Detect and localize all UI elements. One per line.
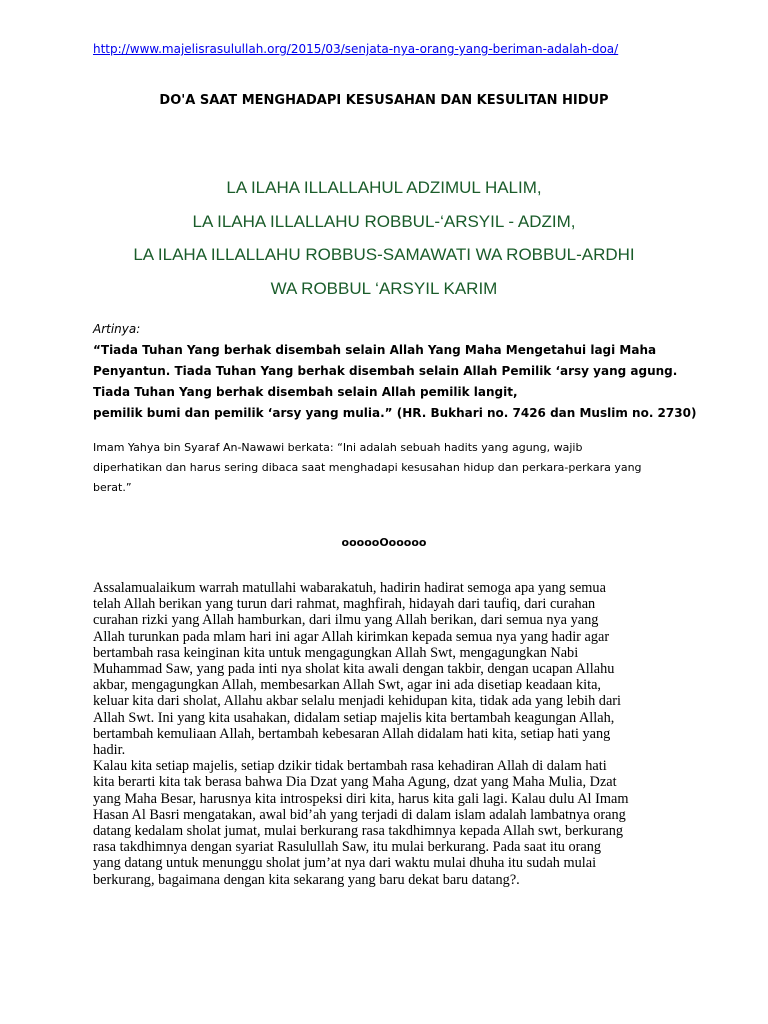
body-line: Hasan Al Basri mengatakan, awal bid’ah yang terjadi di dalam islam adalah lambatnya orang: [93, 806, 626, 823]
artinya-label: Artinya:: [93, 322, 141, 336]
meaning-text: [93, 340, 696, 424]
meaning-line: pemilik bumi dan pemilik ‘arsy yang mulia.” (HR. Bukhari no. 7426 dan Muslim no. 2730): [93, 406, 697, 420]
body-line: Allah turunkan pada mlam hari ini agar Allah kirimkan kepada semua nya yang hadir agar: [93, 628, 610, 645]
body-line: akbar, mengagungkan Allah, membesarkan Allah Swt, agar ini ada disetiap keadaan kita,: [93, 677, 601, 694]
body-line: yang Maha Besar, harusnya kita introspeksi diri kita, harus kita gali lagi. Kalau dulu Al Imam: [93, 790, 629, 807]
source-url-link[interactable]: http://www.majelisrasulullah.org/2015/03/senjata-nya-orang-yang-beriman-adalah-doa/: [93, 42, 619, 56]
imam-line: Imam Yahya bin Syaraf An-Nawawi berkata: “Ini adalah sebuah hadits yang agung, wajib: [93, 441, 583, 454]
arabic-line: WA ROBBUL ‘ARSYIL KARIM: [270, 278, 498, 298]
arabic-line: LA ILAHA ILLALLAHU ROBBUS-SAMAWATI WA ROBBUL-ARDHI: [133, 245, 635, 264]
body-line: Allah Swt. Ini yang kita usahakan, didalam setiap majelis kita bertambah keagungan Allah,: [93, 709, 615, 726]
body-line: berkurang, bagaimana dengan kita sekarang yang baru dekat baru datang?.: [93, 871, 520, 888]
imam-line: berat.”: [93, 481, 132, 494]
body-line: datang kedalam sholat jumat, mulai berkurang rasa takdhimnya kepada Allah swt, berkurang: [93, 823, 624, 840]
arabic-line: LA ILAHA ILLALLAHUL ADZIMUL HALIM,: [226, 178, 542, 197]
imam-quote: [93, 438, 683, 498]
body-line: kita berarti kita tak berasa bahwa Dia Dzat yang Maha Agung, dzat yang Maha Mulia, Dzat: [93, 774, 617, 791]
meaning-line: Penyantun. Tiada Tuhan Yang berhak disembah selain Allah Pemilik ‘arsy yang agung.: [93, 364, 678, 378]
body-line: curahan rizki yang Allah hamburkan, dari ilmu yang Allah berikan, dari semua nya yang: [93, 612, 599, 629]
arabic-line: LA ILAHA ILLALLAHU ROBBUL-‘ARSYIL - ADZIM,: [192, 211, 576, 231]
imam-line: diperhatikan dan harus sering dibaca saat menghadapi kesusahan hidup dan perkara-perkara yang: [93, 461, 642, 474]
page-title: DO'A SAAT MENGHADAPI KESUSAHAN DAN KESULITAN HIDUP: [159, 93, 609, 108]
body-line: hadir.: [93, 742, 126, 759]
body-line: yang datang untuk menunggu sholat jum’at nya dari waktu mulai dhuha itu sudah mulai: [93, 855, 597, 872]
section-separator: oooooOooooo: [341, 536, 427, 549]
body-line: keluar kita dari sholat, Allahu akbar selalu menjadi kehidupan kita, tidak ada yang lebih dari: [93, 693, 622, 710]
body-line: Kalau kita setiap majelis, setiap dzikir tidak bertambah rasa kehadiran Allah di dalam hati: [93, 758, 607, 775]
body-text: [93, 580, 693, 888]
arabic-prayer: [0, 171, 768, 305]
meaning-line: “Tiada Tuhan Yang berhak disembah selain Allah Yang Maha Mengetahui lagi Maha: [93, 343, 657, 357]
body-line: rasa takdhimnya dengan syariat Rasulullah Saw, itu mulai berkurang. Pada saat itu orang: [93, 839, 602, 856]
body-line: telah Allah berikan yang turun dari rahmat, maghfirah, hidayah dari taufiq, dari curahan: [93, 596, 596, 613]
body-line: bertambah rasa keinginan kita untuk mengagungkan Allah Swt, mengagungkan Nabi: [93, 644, 579, 661]
meaning-line: Tiada Tuhan Yang berhak disembah selain Allah pemilik langit,: [93, 385, 518, 399]
body-line: bertambah kemuliaan Allah, bertambah kebesaran Allah didalam hati kita, setiap hati yang: [93, 725, 611, 742]
body-line: Muhammad Saw, yang pada inti nya sholat kita awali dengan takbir, dengan ucapan Allahu: [93, 661, 615, 678]
body-line: Assalamualaikum warrah matullahi wabarakatuh, hadirin hadirat semoga apa yang semua: [93, 580, 606, 596]
